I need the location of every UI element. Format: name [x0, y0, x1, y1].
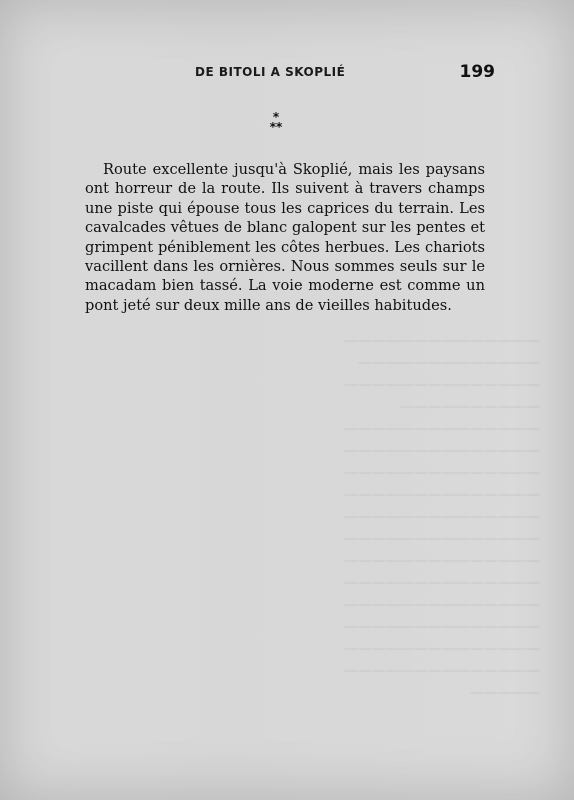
section-break-asterism [256, 112, 296, 136]
paragraph-line: grimpent péniblement les côtes herbues. Les chariots [85, 238, 485, 256]
paragraph-line: une piste qui épouse tous les caprices du terrain. Les [85, 199, 485, 217]
paragraph-line: macadam bien tassé. La voie moderne est comme un [85, 277, 485, 295]
asterism-bottom: ** [269, 120, 283, 134]
paragraph-line: Route excellente jusqu'à Skoplié, mais les paysans [103, 161, 485, 178]
paragraph-line: vacillent dans les ornières. Nous sommes seuls sur le [85, 258, 485, 276]
asterism-top: * [272, 110, 280, 124]
paragraph-line: cavalcades vêtues de blanc galopent sur les pentes et [85, 219, 485, 237]
paragraph-line: ont horreur de la route. Ils suivent à travers champs [85, 180, 485, 198]
page-number: 199 [459, 62, 495, 82]
running-title: DE BITOLI A SKOPLIÉ [195, 65, 346, 79]
running-header [195, 62, 495, 86]
body-paragraph [85, 160, 485, 315]
paragraph-line: pont jeté sur deux mille ans de vieilles habitudes. [85, 296, 452, 314]
show-through-text: —————————————— ————————————— —————————————— —————————— —————————————— —————————————— —————————————— —————————————— —————————————— —————————————— —————————————— —————————————— —————————————— —————————————— —————————————— —————————————— ————— [344, 333, 540, 701]
